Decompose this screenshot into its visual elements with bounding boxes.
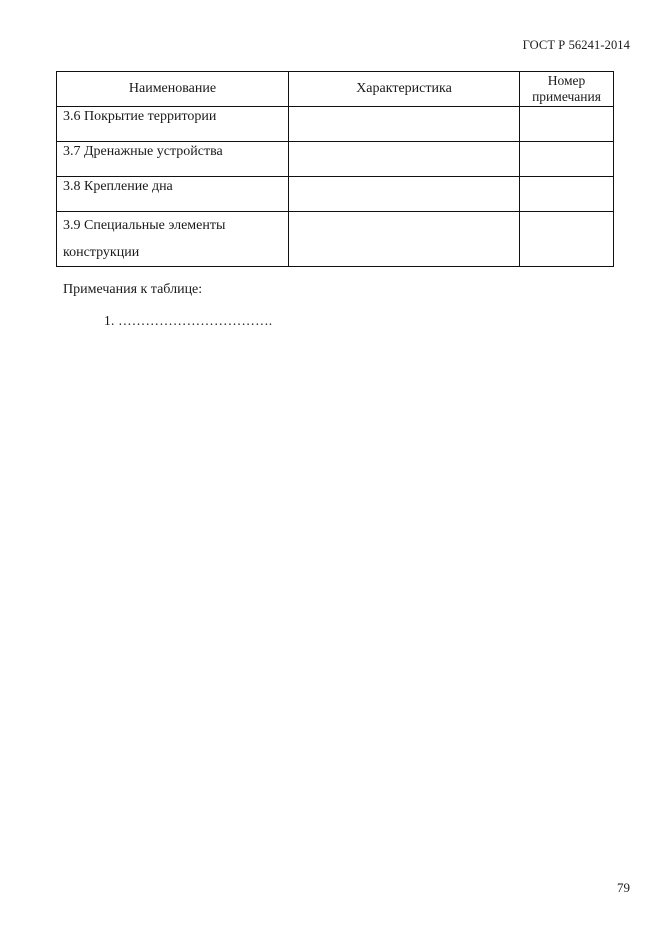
table-row xyxy=(57,212,614,267)
cell-name: 3.7 Дренажные устройства xyxy=(57,142,289,177)
cell-note-number xyxy=(520,177,614,212)
cell-name-line1: 3.9 Специальные элементы xyxy=(63,218,226,233)
cell-name: 3.8 Крепление дна xyxy=(57,177,289,212)
cell-note-number xyxy=(520,212,614,267)
cell-characteristic xyxy=(289,107,520,142)
column-header-note-number-line2: примечания xyxy=(532,89,601,104)
cell-note-number xyxy=(520,107,614,142)
cell-name: 3.6 Покрытие территории xyxy=(57,107,289,142)
cell-characteristic xyxy=(289,142,520,177)
column-header-characteristic: Характеристика xyxy=(289,72,520,107)
specification-table xyxy=(56,71,614,267)
page-number: 79 xyxy=(617,880,630,895)
column-header-note-number-line1: Номер xyxy=(547,73,586,88)
table-row xyxy=(57,177,614,212)
notes-heading: Примечания к таблице: xyxy=(63,282,203,297)
cell-name xyxy=(57,212,289,267)
cell-characteristic xyxy=(289,177,520,212)
cell-name-line2: конструкции xyxy=(63,245,140,260)
note-item: 1. ……………………………. xyxy=(104,313,273,328)
cell-note-number xyxy=(520,142,614,177)
document-code: ГОСТ Р 56241-2014 xyxy=(522,38,630,52)
column-header-name: Наименование xyxy=(57,72,289,107)
table-row xyxy=(57,142,614,177)
table-row xyxy=(57,107,614,142)
table-header-row xyxy=(57,72,614,107)
cell-characteristic xyxy=(289,212,520,267)
column-header-note-number xyxy=(520,72,614,107)
